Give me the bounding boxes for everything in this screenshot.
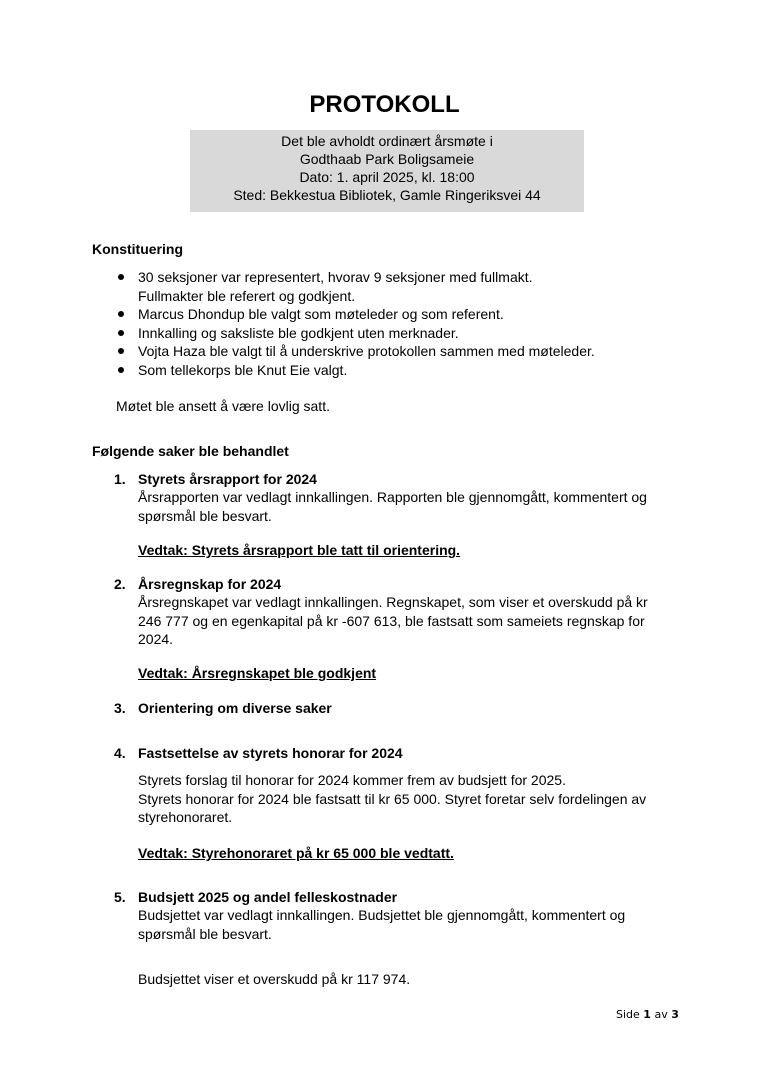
- list-item-text: Fullmakter ble referert og godkjent.: [138, 287, 356, 304]
- text-line: spørsmål ble besvart.: [138, 507, 272, 524]
- meeting-info-line: Det ble avholdt ordinært årsmøte i: [281, 133, 493, 149]
- item-number: 4.: [114, 745, 126, 761]
- list-item-text: Marcus Dhondup ble valgt som møteleder og som referent.: [138, 306, 504, 322]
- item-description: [138, 771, 678, 827]
- konstituering-list: [138, 268, 738, 379]
- item-number: 5.: [114, 889, 126, 905]
- meeting-info-line: Godthaab Park Boligsameie: [299, 151, 475, 167]
- text-line: 246 777 og en egenkapital på kr -607 613, ble fastsatt som sameiets regnskap for: [138, 612, 645, 629]
- page-label: Side: [616, 1008, 640, 1021]
- meeting-location: Sted: Bekkestua Bibliotek, Gamle Ringeriksvei 44: [233, 187, 541, 203]
- item-decision: Vedtak: Årsregnskapet ble godkjent: [138, 665, 377, 681]
- list-item: [138, 324, 738, 343]
- item-title: Fastsettelse av styrets honorar for 2024: [138, 745, 403, 761]
- item-number: 3.: [114, 700, 126, 716]
- list-item: [138, 305, 738, 324]
- page-separator: av: [654, 1008, 668, 1021]
- list-item-text: Vojta Haza ble valgt til å underskrive protokollen sammen med møteleder.: [138, 343, 595, 359]
- text-line: Budsjettet var vedlagt innkallingen. Budsjettet ble gjennomgått, kommentert og: [138, 907, 626, 923]
- item-number: 1.: [114, 471, 126, 487]
- section-heading-saker: Følgende saker ble behandlet: [92, 443, 289, 459]
- meeting-info-box: [190, 130, 584, 212]
- konstituering-conclusion: Møtet ble ansett å være lovlig satt.: [116, 398, 330, 414]
- text-line: spørsmål ble besvart.: [138, 925, 272, 942]
- total-pages: 3: [671, 1008, 679, 1021]
- item-description: [138, 906, 678, 943]
- document-title: PROTOKOLL: [309, 91, 460, 118]
- text-line: Årsregnskapet var vedlagt innkallingen. Regnskapet, som viser et overskudd på kr: [138, 594, 648, 610]
- item-extra-note: Budsjettet viser et overskudd på kr 117 974.: [138, 971, 411, 987]
- list-item: [138, 361, 738, 380]
- text-line: 2024.: [138, 631, 174, 647]
- page-number: [616, 1006, 679, 1025]
- current-page: 1: [643, 1008, 651, 1021]
- text-line: Styrets forslag til honorar for 2024 kommer frem av budsjett for 2025.: [138, 772, 566, 788]
- item-description: [138, 488, 678, 525]
- item-title: Styrets årsrapport for 2024: [138, 471, 317, 487]
- list-item: [138, 342, 738, 361]
- list-item-text: Som tellekorps ble Knut Eie valgt.: [138, 361, 348, 378]
- item-description: [138, 593, 678, 649]
- item-title: Orientering om diverse saker: [138, 700, 332, 716]
- item-title: Årsregnskap for 2024: [138, 576, 282, 592]
- text-line: styrehonoraret.: [138, 809, 233, 825]
- list-item-text: 30 seksjoner var representert, hvorav 9 seksjoner med fullmakt.: [138, 269, 533, 285]
- item-title: Budsjett 2025 og andel felleskostnader: [138, 889, 398, 905]
- item-number: 2.: [114, 576, 126, 592]
- item-decision: Vedtak: Styrehonoraret på kr 65 000 ble vedtatt.: [138, 845, 454, 861]
- text-line: Styrets honorar for 2024 ble fastsatt til kr 65 000. Styret foretar selv fordelingen av: [138, 790, 647, 807]
- text-line: Årsrapporten var vedlagt innkallingen. Rapporten ble gjennomgått, kommentert og: [138, 489, 647, 505]
- item-decision: Vedtak: Styrets årsrapport ble tatt til orientering.: [138, 542, 461, 558]
- list-item-text: Innkalling og saksliste ble godkjent uten merknader.: [138, 324, 459, 341]
- section-heading-konstituering: Konstituering: [92, 241, 183, 257]
- meeting-date: Dato: 1. april 2025, kl. 18:00: [299, 169, 475, 185]
- list-item: [138, 268, 738, 305]
